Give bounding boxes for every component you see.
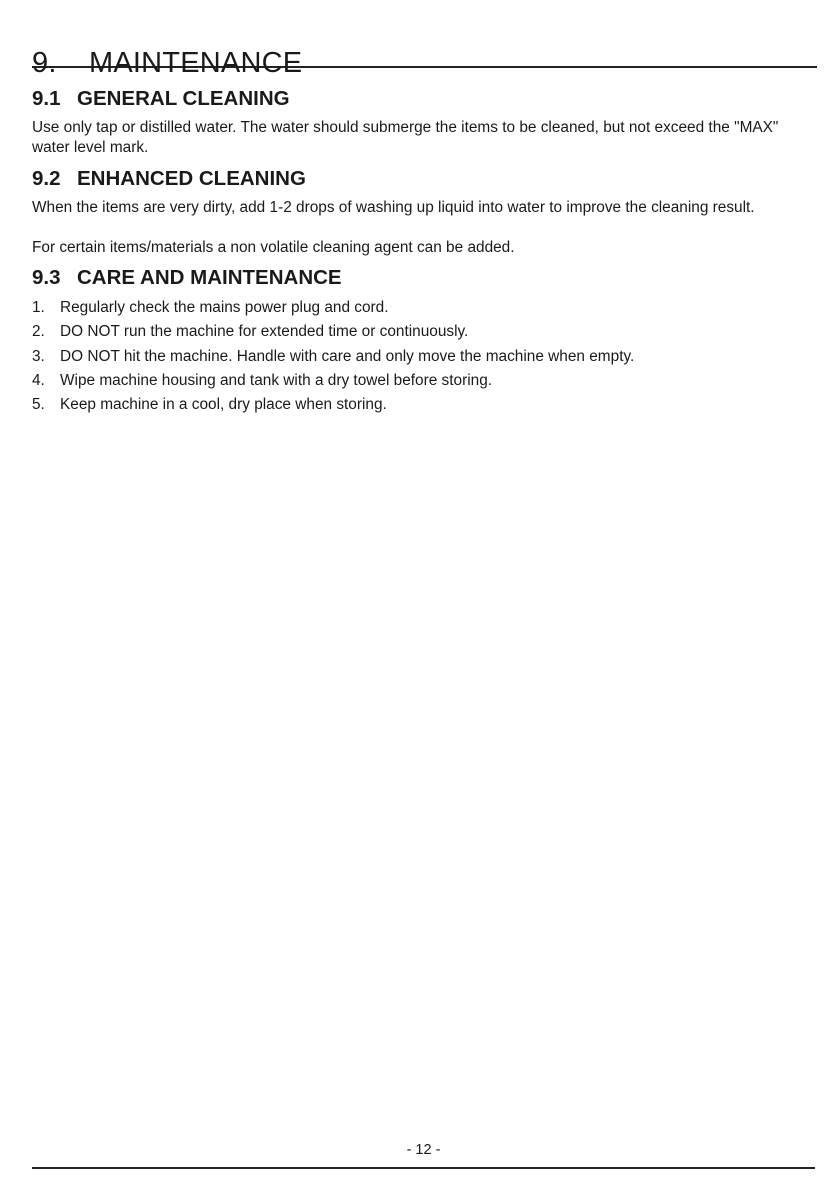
list-item	[32, 369, 802, 393]
list-item-number: 2.	[32, 323, 45, 341]
list-item	[32, 296, 802, 320]
chapter-title-text: MAINTENANCE	[89, 47, 303, 80]
page-number: - 12 -	[406, 1142, 441, 1158]
section-title: GENERAL CLEANING	[77, 87, 290, 110]
care-and-maintenance-list	[32, 296, 802, 417]
list-item	[32, 393, 802, 417]
general-cleaning-paragraph: Use only tap or distilled water. The water should submerge the items to be cleaned, but not exceed the "MAX" water level mark.	[32, 119, 779, 156]
list-item-text: Keep machine in a cool, dry place when storing.	[60, 396, 387, 414]
list-item-number: 4.	[32, 371, 45, 389]
chapter-header	[32, 24, 817, 80]
section-heading-enhanced-cleaning	[32, 166, 306, 192]
page-footer	[32, 1140, 815, 1169]
list-item	[32, 320, 802, 344]
section-title: ENHANCED CLEANING	[77, 167, 306, 190]
section-heading-care-and-maintenance	[32, 265, 342, 291]
list-item-text: Regularly check the mains power plug and cord.	[60, 299, 389, 316]
list-item	[32, 345, 802, 369]
enhanced-cleaning-paragraph-2: For certain items/materials a non volatile cleaning agent can be added.	[32, 239, 515, 256]
section-heading-general-cleaning	[32, 86, 290, 112]
chapter-title	[32, 45, 302, 81]
section-number: 9.1	[32, 87, 61, 110]
enhanced-cleaning-paragraph-1: When the items are very dirty, add 1-2 drops of washing up liquid into water to improve the cleaning result.	[32, 199, 755, 216]
chapter-number: 9.	[32, 47, 57, 80]
section-number: 9.3	[32, 266, 61, 289]
list-item-text: DO NOT hit the machine. Handle with care and only move the machine when empty.	[60, 347, 635, 365]
list-item-number: 1.	[32, 299, 45, 316]
list-item-text: DO NOT run the machine for extended time or continuously.	[60, 323, 469, 341]
list-item-number: 5.	[32, 396, 45, 414]
section-title: CARE AND MAINTENANCE	[77, 266, 342, 289]
section-number: 9.2	[32, 167, 61, 190]
list-item-text: Wipe machine housing and tank with a dry towel before storing.	[60, 371, 493, 389]
list-item-number: 3.	[32, 347, 45, 365]
